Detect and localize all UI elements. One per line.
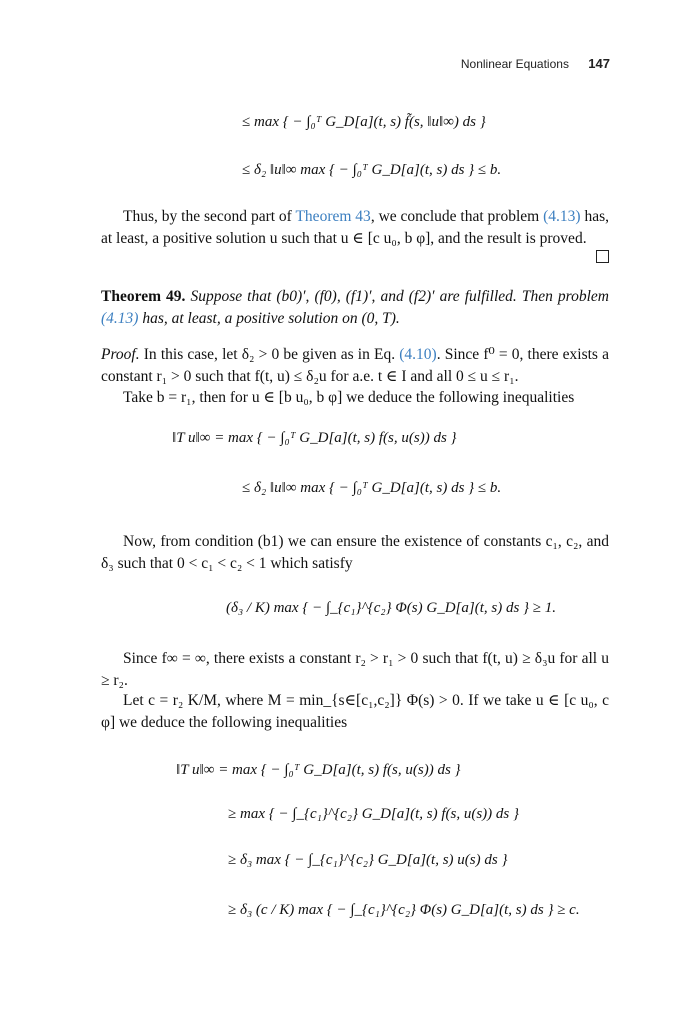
- theorem-49: Theorem 49. Suppose that (b0)′, (f0), (f1)′, and (f2)′ are fulfilled. Then problem (4.13) has, at least, a positive solution on (0, T).: [101, 288, 609, 327]
- equation-top: [0, 100, 682, 200]
- page-number: 147: [588, 56, 610, 71]
- paragraph-f-infinity: Since f∞ = ∞, there exists a constant r₂ > r₁ > 0 such that f(t, u) ≥ δ₃u for all u ≥ r₂.: [101, 650, 609, 689]
- theorem-label: Theorem 49.: [101, 288, 186, 305]
- proof-label: Proof.: [101, 346, 140, 363]
- equation-bottom-line1: ‖T u‖∞ = max { − ∫₀ᵀ G_D[a](t, s) f(s, u(s)) ds }: [176, 762, 461, 778]
- paragraph-conclusion: Thus, by the second part of Theorem 43, we conclude that problem (4.13) has, at least, a positive solution u such that u ∈ [c u₀, b φ], and the result is proved.: [101, 208, 609, 247]
- equation-mid-line2: ≤ δ₂ ‖u‖∞ max { − ∫₀ᵀ G_D[a](t, s) ds } ≤ b.: [242, 480, 502, 496]
- equation-top-line2: ≤ δ₂ ‖u‖∞ max { − ∫₀ᵀ G_D[a](t, s) ds } ≤ b.: [242, 162, 502, 178]
- proof-take-b: Take b = r₁, then for u ∈ [b u₀, b φ] we deduce the following inequalities: [123, 389, 575, 406]
- running-title: Nonlinear Equations: [460, 57, 569, 71]
- equation-4-13-link[interactable]: (4.13): [543, 208, 581, 225]
- paragraph-let-c: Let c = r₂ K/M, where M = min_{s∈[c₁,c₂]} Φ(s) > 0. If we take u ∈ [c u₀, c φ] we deduce the following inequalities: [101, 692, 609, 731]
- equation-condition: [0, 588, 682, 638]
- equation-bottom-line4: ≥ δ₃ (c / K) max { − ∫_{c₁}^{c₂} Φ(s) G_D[a](t, s) ds } ≥ c.: [228, 902, 580, 918]
- qed-box: [596, 250, 609, 263]
- equation-4-13-link-2[interactable]: (4.13): [101, 309, 139, 327]
- running-header: [461, 56, 610, 71]
- equation-top-line1: ≤ max { − ∫₀ᵀ G_D[a](t, s) f̃(s, ‖u‖∞) ds }: [242, 114, 486, 130]
- equation-mid: [0, 414, 682, 520]
- equation-bottom: [0, 744, 682, 934]
- theorem-43-link[interactable]: Theorem 43: [295, 208, 371, 225]
- equation-bottom-line3: ≥ δ₃ max { − ∫_{c₁}^{c₂} G_D[a](t, s) u(s) ds }: [228, 852, 508, 868]
- equation-condition-text: (δ₃ / K) max { − ∫_{c₁}^{c₂} Φ(s) G_D[a](t, s) ds } ≥ 1.: [226, 600, 557, 616]
- paragraph-condition-b1: Now, from condition (b1) we can ensure the existence of constants c₁, c₂, and δ₃ such that 0 < c₁ < c₂ < 1 which satisfy: [101, 533, 609, 572]
- equation-mid-line1: ‖T u‖∞ = max { − ∫₀ᵀ G_D[a](t, s) f(s, u(s)) ds }: [172, 430, 457, 446]
- equation-4-10-link[interactable]: (4.10): [399, 346, 437, 363]
- equation-bottom-line2: ≥ max { − ∫_{c₁}^{c₂} G_D[a](t, s) f(s, u(s)) ds }: [228, 806, 520, 822]
- proof-paragraph: Proof. In this case, let δ₂ > 0 be given as in Eq. (4.10). Since f⁰ = 0, there exists a constant r₁ > 0 such that f(t, u) ≤ δ₂u for a.e. t ∈ I and all 0 ≤ u ≤ r₁.: [101, 346, 610, 385]
